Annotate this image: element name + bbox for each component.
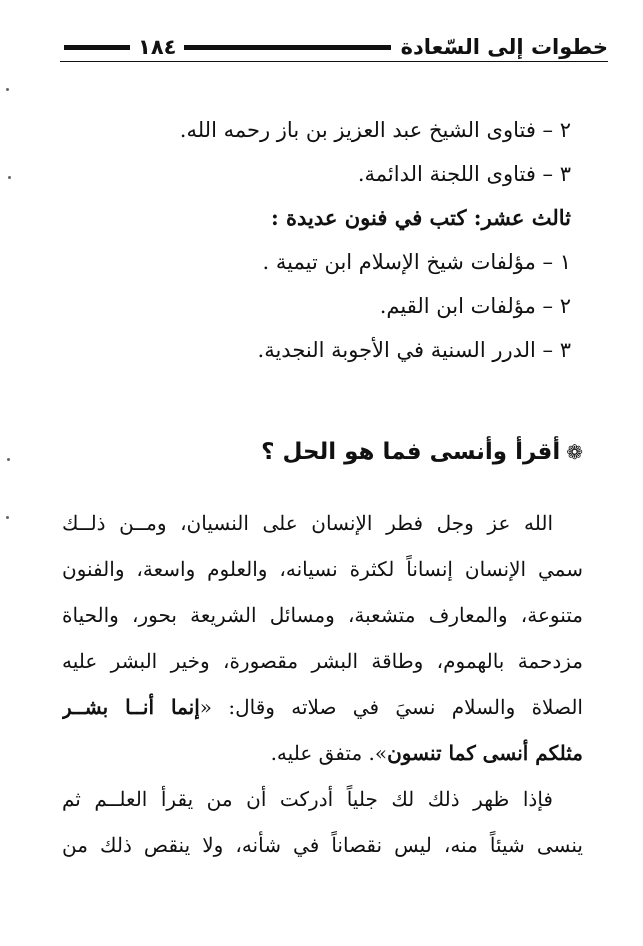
text-line: فإذا ظهر ذلك لك جلياً أدركت أن من يقرأ العلــم ثم xyxy=(62,787,553,811)
text-run: الصلاة والسلام نسيَ في صلاته وقال: « xyxy=(199,695,583,719)
list-item: ٣ – فتاوى اللجنة الدائمة. xyxy=(357,162,571,186)
paragraph xyxy=(62,776,583,868)
text-line: ينسى شيئاً منه، ليس نقصاناً في شأنه، ولا ينقص ذلك من xyxy=(62,833,583,857)
list-item: ٢ – فتاوى الشيخ عبد العزيز بن باز رحمه الله. xyxy=(179,118,571,142)
scan-mark xyxy=(6,516,9,519)
text-line: سمي الإنسان إنساناً لكثرة نسيانه، والعلوم واسعة، والفنون xyxy=(62,557,583,581)
list-subheading: ثالث عشر: كتب في فنون عديدة : xyxy=(270,205,571,230)
text-line: متنوعة، والمعارف متشعبة، ومسائل الشريعة بحور، والحياة xyxy=(62,603,583,627)
running-header xyxy=(60,30,608,64)
page-number: ١٨٤ xyxy=(138,35,177,59)
list-item: ٣ – الدرر السنية في الأجوبة النجدية. xyxy=(257,338,571,362)
hadith-quote: إنما أنــا بشــر xyxy=(62,695,200,719)
paragraph xyxy=(62,500,583,776)
header-underline xyxy=(60,61,608,62)
text-line xyxy=(62,730,583,776)
body-text xyxy=(62,500,583,868)
scan-mark xyxy=(7,458,10,461)
header-rule-left xyxy=(64,45,130,50)
section-heading xyxy=(60,432,583,472)
book-title: خطوات إلى السّعادة xyxy=(400,35,608,59)
reference-lists xyxy=(62,108,571,372)
scan-mark xyxy=(6,88,9,91)
text-line: مزدحمة بالهموم، وطاقة البشر مقصورة، وخير البشر عليه xyxy=(62,649,583,673)
header-rule-right xyxy=(184,45,390,50)
text-run: ». متفق عليه. xyxy=(270,741,388,765)
text-line: الله عز وجل فطر الإنسان على النسيان، ومــن ذلــك xyxy=(62,511,553,535)
hadith-quote: مثلكم أنسى كما تنسون xyxy=(387,741,583,765)
text-line xyxy=(62,684,583,730)
section-heading-text: أقرأ وأنسى فما هو الحل ؟ xyxy=(261,439,561,465)
flower-icon: ❁ xyxy=(566,440,583,464)
scan-mark xyxy=(8,176,11,179)
list-item: ١ – مؤلفات شيخ الإسلام ابن تيمية . xyxy=(262,250,571,274)
list-item: ٢ – مؤلفات ابن القيم. xyxy=(379,294,571,318)
